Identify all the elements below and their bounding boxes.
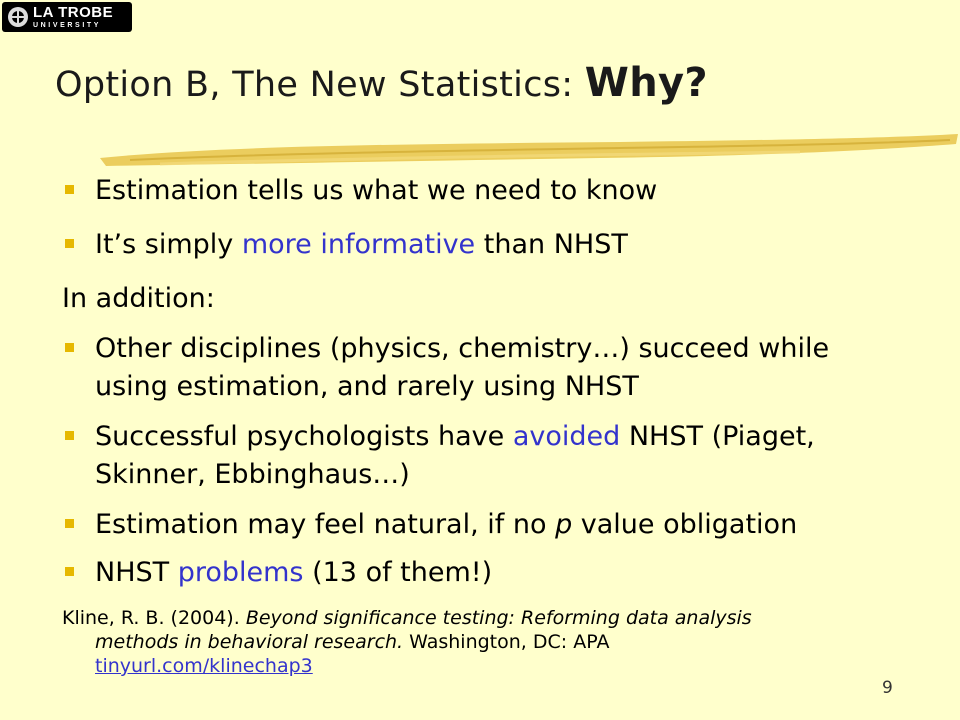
reference-authors: Kline, R. B. (2004). xyxy=(62,607,246,629)
highlight-text: more informative xyxy=(241,229,476,260)
bullet-item xyxy=(62,172,942,210)
reference-title: Beyond significance testing: Reforming data analysis xyxy=(245,607,752,629)
square-bullet-icon xyxy=(65,431,74,440)
bullet-text: Estimation may feel natural, if no xyxy=(95,509,556,540)
highlight-text: avoided xyxy=(512,421,621,452)
bullet-text: Skinner, Ebbinghaus…) xyxy=(95,459,410,490)
bullet-text: Estimation tells us what we need to know xyxy=(95,175,658,206)
reference-link[interactable]: tinyurl.com/klinechap3 xyxy=(95,655,313,677)
title-main: Option B, The New Statistics: xyxy=(55,65,585,105)
italic-text: p xyxy=(555,509,573,540)
brush-stroke-divider xyxy=(100,128,960,170)
highlight-text: problems xyxy=(177,557,304,588)
plain-line: In addition: xyxy=(62,283,215,314)
square-bullet-icon xyxy=(65,519,74,528)
bullet-text: Successful psychologists have xyxy=(95,421,513,452)
la-trobe-logo xyxy=(2,2,132,32)
bullet-item xyxy=(62,554,942,592)
bullet-item xyxy=(62,506,942,544)
reference-title: methods in behavioral research. xyxy=(95,631,404,653)
square-bullet-icon xyxy=(65,185,74,194)
bullet-text: It’s simply xyxy=(95,229,242,260)
reference-publisher: Washington, DC: APA xyxy=(403,631,610,653)
title-emphasis: Why? xyxy=(584,60,708,106)
square-bullet-icon xyxy=(65,239,74,248)
bullet-item xyxy=(62,418,942,494)
bullet-item xyxy=(62,330,942,406)
bullet-text: than NHST xyxy=(475,229,628,260)
bullet-text: Other disciplines (physics, chemistry…) succeed while xyxy=(95,333,830,364)
square-bullet-icon xyxy=(65,567,74,576)
bullet-list xyxy=(62,172,942,592)
slide-title xyxy=(55,60,708,106)
bullet-text: (13 of them!) xyxy=(303,557,493,588)
bullet-text: NHST xyxy=(95,557,178,588)
square-bullet-icon xyxy=(65,343,74,352)
logo-name-top: LA TROBE xyxy=(33,4,114,21)
university-crest-icon xyxy=(6,5,30,29)
page-number: 9 xyxy=(882,678,893,698)
logo-name-bottom: UNIVERSITY xyxy=(33,22,102,29)
bullet-text: NHST (Piaget, xyxy=(620,421,815,452)
bullet-text: using estimation, and rarely using NHST xyxy=(95,371,639,402)
bullet-item xyxy=(62,226,942,264)
reference-citation xyxy=(62,606,882,678)
bullet-text: value obligation xyxy=(572,509,798,540)
